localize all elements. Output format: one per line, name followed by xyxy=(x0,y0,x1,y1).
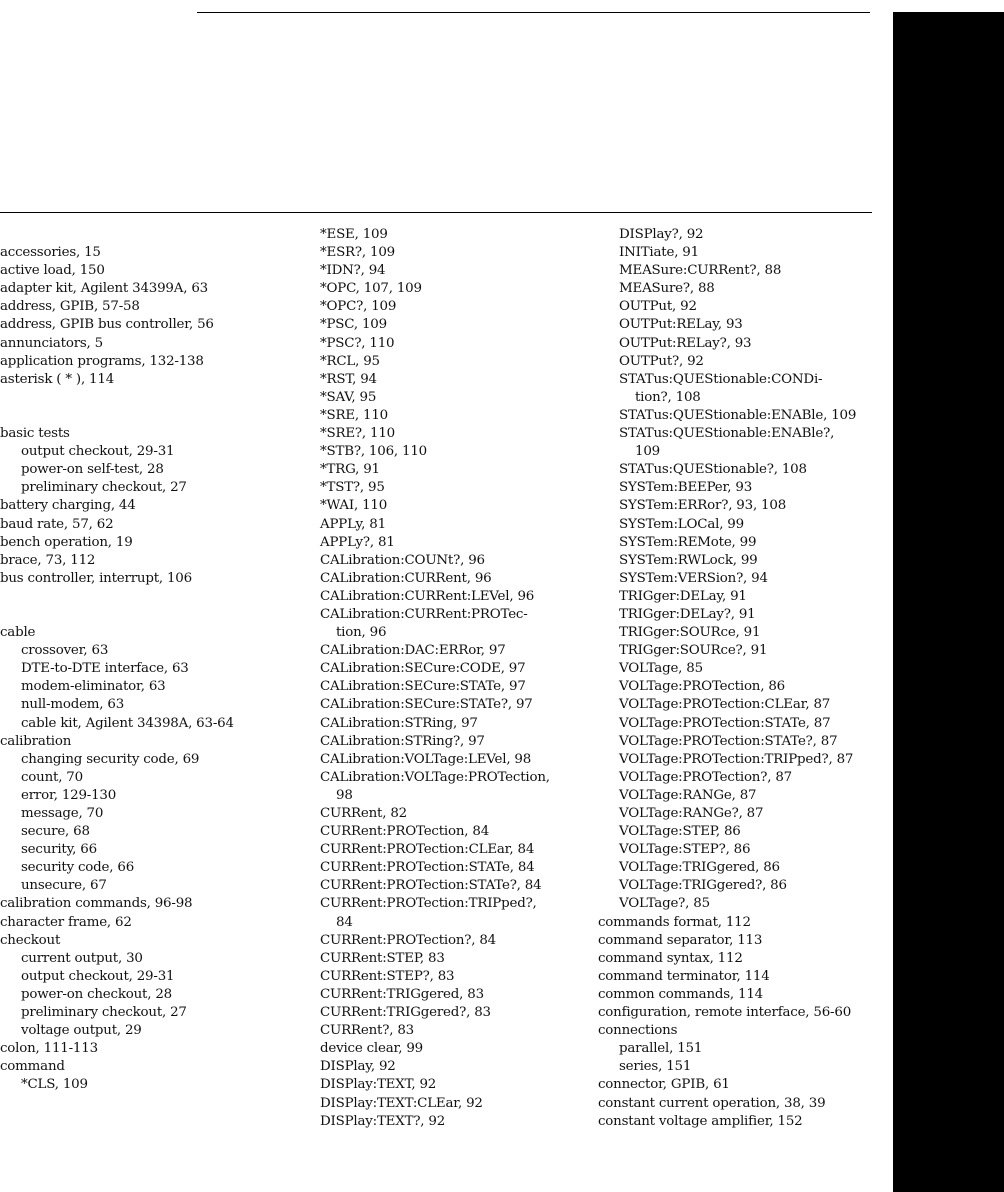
index-entry: *ESE, 109 xyxy=(320,227,388,242)
index-column-2 xyxy=(320,226,550,1131)
index-entry: APPLy?, 81 xyxy=(320,534,395,550)
index-entry: *STB?, 106, 110 xyxy=(320,444,427,460)
index-entry: command xyxy=(0,1059,65,1075)
index-entry: CURRent:PROTection?, 84 xyxy=(320,932,497,948)
index-column-3 xyxy=(598,226,857,1131)
index-subentry: error, 129-130 xyxy=(21,787,117,803)
index-entry: MEASure?, 88 xyxy=(619,281,715,297)
index-entry: *RCL, 95 xyxy=(320,353,380,369)
index-entry: DISPlay?, 92 xyxy=(619,227,704,242)
index-subentry: security code, 66 xyxy=(21,860,135,876)
index-entry: basic tests xyxy=(0,426,70,442)
index-entry: OUTPut:RELay?, 93 xyxy=(619,335,752,351)
index-entry: CURRent:PROTection, 84 xyxy=(320,824,490,840)
index-entry: address, GPIB, 57-58 xyxy=(0,299,140,315)
index-entry: connector, GPIB, 61 xyxy=(598,1077,730,1093)
index-entry: bus controller, interrupt, 106 xyxy=(0,570,192,586)
index-entry: configuration, remote interface, 56-60 xyxy=(598,1005,852,1021)
index-entry-continuation: 84 xyxy=(336,914,353,930)
index-entry: SYSTem:BEEPer, 93 xyxy=(619,480,753,496)
index-subentry: crossover, 63 xyxy=(21,643,109,659)
letter-group-gap xyxy=(0,389,234,425)
index-entry: asterisk ( * ), 114 xyxy=(0,371,115,387)
index-subentry: null-modem, 63 xyxy=(21,697,125,713)
index-subentry: power-on self-test, 28 xyxy=(21,462,164,478)
index-subentry: security, 66 xyxy=(21,842,97,858)
index-entry: constant current operation, 38, 39 xyxy=(598,1095,826,1111)
index-entry: brace, 73, 112 xyxy=(0,552,96,568)
index-entry: colon, 111-113 xyxy=(0,1041,98,1057)
index-entry: *TRG, 91 xyxy=(320,462,380,478)
index-entry: SYSTem:REMote, 99 xyxy=(619,534,757,550)
index-subentry: output checkout, 29-31 xyxy=(21,444,175,460)
index-entry: calibration commands, 96-98 xyxy=(0,896,193,912)
index-entry-continuation: 109 xyxy=(635,444,660,460)
index-entry: CURRent:STEP?, 83 xyxy=(320,968,455,984)
index-entry: CURRent:TRIGgered?, 83 xyxy=(320,1005,491,1021)
index-entry: VOLTage:PROTection:TRIPped?, 87 xyxy=(619,751,854,767)
index-entry: DISPlay:TEXT, 92 xyxy=(320,1077,437,1093)
index-subentry: cable kit, Agilent 34398A, 63-64 xyxy=(21,715,234,731)
index-entry: device clear, 99 xyxy=(320,1041,423,1057)
index-entry: *WAI, 110 xyxy=(320,498,388,514)
index-entry: cable xyxy=(0,625,36,641)
index-entry: address, GPIB bus controller, 56 xyxy=(0,317,214,333)
index-entry: VOLTage:PROTection:STATe?, 87 xyxy=(619,733,838,749)
index-entry: VOLTage:PROTection, 86 xyxy=(619,679,785,695)
index-subentry: DTE-to-DTE interface, 63 xyxy=(21,661,189,677)
index-subentry: modem-eliminator, 63 xyxy=(21,679,166,695)
index-entry: VOLTage:TRIGgered, 86 xyxy=(619,860,780,876)
index-entry: VOLTage?, 85 xyxy=(619,896,710,912)
index-entry: *OPC, 107, 109 xyxy=(320,281,422,297)
index-entry: TRIGger:DELay, 91 xyxy=(619,588,747,604)
index-entry: VOLTage:STEP, 86 xyxy=(619,824,741,840)
index-entry: character frame, 62 xyxy=(0,914,132,930)
index-entry: OUTPut, 92 xyxy=(619,299,697,315)
index-entry: VOLTage:RANGe, 87 xyxy=(619,787,757,803)
index-entry: CURRent:STEP, 83 xyxy=(320,950,445,966)
index-entry: CALibration:CURRent, 96 xyxy=(320,570,492,586)
index-entry: bench operation, 19 xyxy=(0,534,133,550)
index-entry: APPLy, 81 xyxy=(320,516,386,532)
index-entry: STATus:QUEStionable?, 108 xyxy=(619,462,807,478)
index-entry: CALibration:DAC:ERRor, 97 xyxy=(320,643,506,659)
index-entry: VOLTage:RANGe?, 87 xyxy=(619,806,764,821)
index-entry: *RST, 94 xyxy=(320,371,377,387)
index-entry: *PSC, 109 xyxy=(320,317,387,333)
index-entry: CALibration:SECure:STATe, 97 xyxy=(320,679,526,695)
index-entry: CALibration:COUNt?, 96 xyxy=(320,552,485,568)
index-entry: OUTPut:RELay, 93 xyxy=(619,317,743,333)
index-entry: DISPlay:TEXT:CLEar, 92 xyxy=(320,1095,483,1111)
index-entry: CALibration:STRing, 97 xyxy=(320,715,478,731)
index-subentry: secure, 68 xyxy=(21,824,90,840)
index-entry-continuation: tion, 96 xyxy=(336,625,387,641)
index-entry: adapter kit, Agilent 34399A, 63 xyxy=(0,281,208,297)
index-entry: SYSTem:RWLock, 99 xyxy=(619,552,758,568)
index-entry: VOLTage:PROTection:STATe, 87 xyxy=(619,715,831,731)
index-subentry: parallel, 151 xyxy=(619,1041,703,1057)
index-entry: STATus:QUEStionable:CONDi- xyxy=(619,371,823,387)
index-entry: CALibration:SECure:STATe?, 97 xyxy=(320,697,533,713)
index-entry: CALibration:STRing?, 97 xyxy=(320,733,485,749)
index-entry: constant voltage amplifier, 152 xyxy=(598,1113,803,1129)
index-subentry: changing security code, 69 xyxy=(21,751,200,767)
index-entry: connections xyxy=(598,1023,678,1039)
header-rule-bottom xyxy=(0,212,872,213)
index-entry: CALibration:VOLTage:LEVel, 98 xyxy=(320,751,532,767)
index-entry: *SRE, 110 xyxy=(320,407,388,423)
index-entry: SYSTem:VERSion?, 94 xyxy=(619,570,768,586)
index-entry: active load, 150 xyxy=(0,263,105,279)
index-entry: accessories, 15 xyxy=(0,245,101,261)
index-entry: CURRent?, 83 xyxy=(320,1023,414,1039)
index-entry: commands format, 112 xyxy=(598,914,751,930)
index-entry: command separator, 113 xyxy=(598,932,763,948)
index-entry: CURRent:TRIGgered, 83 xyxy=(320,986,484,1002)
index-entry: common commands, 114 xyxy=(598,986,763,1002)
index-subentry: power-on checkout, 28 xyxy=(21,986,172,1002)
index-entry-continuation: 98 xyxy=(336,787,353,803)
index-entry: CURRent:PROTection:CLEar, 84 xyxy=(320,842,535,858)
index-entry: VOLTage:STEP?, 86 xyxy=(619,842,751,858)
index-entry: command syntax, 112 xyxy=(598,950,743,966)
index-entry: TRIGger:SOURce, 91 xyxy=(619,625,761,641)
index-entry: TRIGger:DELay?, 91 xyxy=(619,606,756,622)
index-entry: CALibration:SECure:CODE, 97 xyxy=(320,661,526,677)
index-entry: CURRent, 82 xyxy=(320,806,407,821)
index-entry: STATus:QUEStionable:ENABle, 109 xyxy=(619,407,857,423)
index-subentry: voltage output, 29 xyxy=(21,1023,142,1039)
index-entry: application programs, 132-138 xyxy=(0,353,204,369)
index-entry: TRIGger:SOURce?, 91 xyxy=(619,643,768,659)
index-entry: checkout xyxy=(0,932,61,948)
index-entry: VOLTage, 85 xyxy=(619,661,703,677)
index-entry: baud rate, 57, 62 xyxy=(0,516,114,532)
header-rule-top xyxy=(197,12,870,13)
index-subentry: message, 70 xyxy=(21,806,104,821)
index-subentry: preliminary checkout, 27 xyxy=(21,1005,187,1021)
index-subentry: current output, 30 xyxy=(21,950,143,966)
index-entry: CALibration:VOLTage:PROTection, xyxy=(320,769,550,785)
index-entry: CALibration:CURRent:LEVel, 96 xyxy=(320,588,535,604)
index-entry: VOLTage:TRIGgered?, 86 xyxy=(619,878,787,894)
index-entry: CURRent:PROTection:STATe, 84 xyxy=(320,860,535,876)
index-entry: SYSTem:ERRor?, 93, 108 xyxy=(619,498,787,514)
index-entry: annunciators, 5 xyxy=(0,335,103,351)
index-entry: DISPlay, 92 xyxy=(320,1059,396,1075)
index-entry: *SAV, 95 xyxy=(320,389,377,405)
index-subentry: count, 70 xyxy=(21,769,83,785)
index-entry: *OPC?, 109 xyxy=(320,299,397,315)
index-entry: *TST?, 95 xyxy=(320,480,385,496)
index-entry: MEASure:CURRent?, 88 xyxy=(619,263,782,279)
index-subentry: series, 151 xyxy=(619,1059,692,1075)
index-entry: STATus:QUEStionable:ENABle?, xyxy=(619,426,835,442)
index-entry: CURRent:PROTection:TRIPped?, xyxy=(320,896,537,912)
index-column-1 xyxy=(0,226,234,1095)
index-subentry: output checkout, 29-31 xyxy=(21,968,175,984)
index-entry: *IDN?, 94 xyxy=(320,263,386,279)
index-entry: VOLTage:PROTection?, 87 xyxy=(619,769,792,785)
index-subentry: *CLS, 109 xyxy=(21,1077,88,1093)
index-entry: *SRE?, 110 xyxy=(320,426,395,442)
index-entry: CALibration:CURRent:PROTec- xyxy=(320,606,528,622)
thumb-index-tab xyxy=(893,12,1004,1192)
index-entry: *PSC?, 110 xyxy=(320,335,395,351)
index-entry: INITiate, 91 xyxy=(619,245,699,261)
index-entry: VOLTage:PROTection:CLEar, 87 xyxy=(619,697,831,713)
index-entry-continuation: tion?, 108 xyxy=(635,389,701,405)
index-subentry: preliminary checkout, 27 xyxy=(21,480,187,496)
index-entry: *ESR?, 109 xyxy=(320,245,395,261)
index-entry xyxy=(0,226,234,244)
index-entry: command terminator, 114 xyxy=(598,968,770,984)
letter-group-gap xyxy=(0,588,234,624)
index-entry: OUTPut?, 92 xyxy=(619,353,704,369)
index-entry: battery charging, 44 xyxy=(0,498,136,514)
index-entry: SYSTem:LOCal, 99 xyxy=(619,516,744,532)
index-entry: CURRent:PROTection:STATe?, 84 xyxy=(320,878,542,894)
index-subentry: unsecure, 67 xyxy=(21,878,107,894)
index-entry: DISPlay:TEXT?, 92 xyxy=(320,1113,446,1129)
index-entry: calibration xyxy=(0,733,72,749)
